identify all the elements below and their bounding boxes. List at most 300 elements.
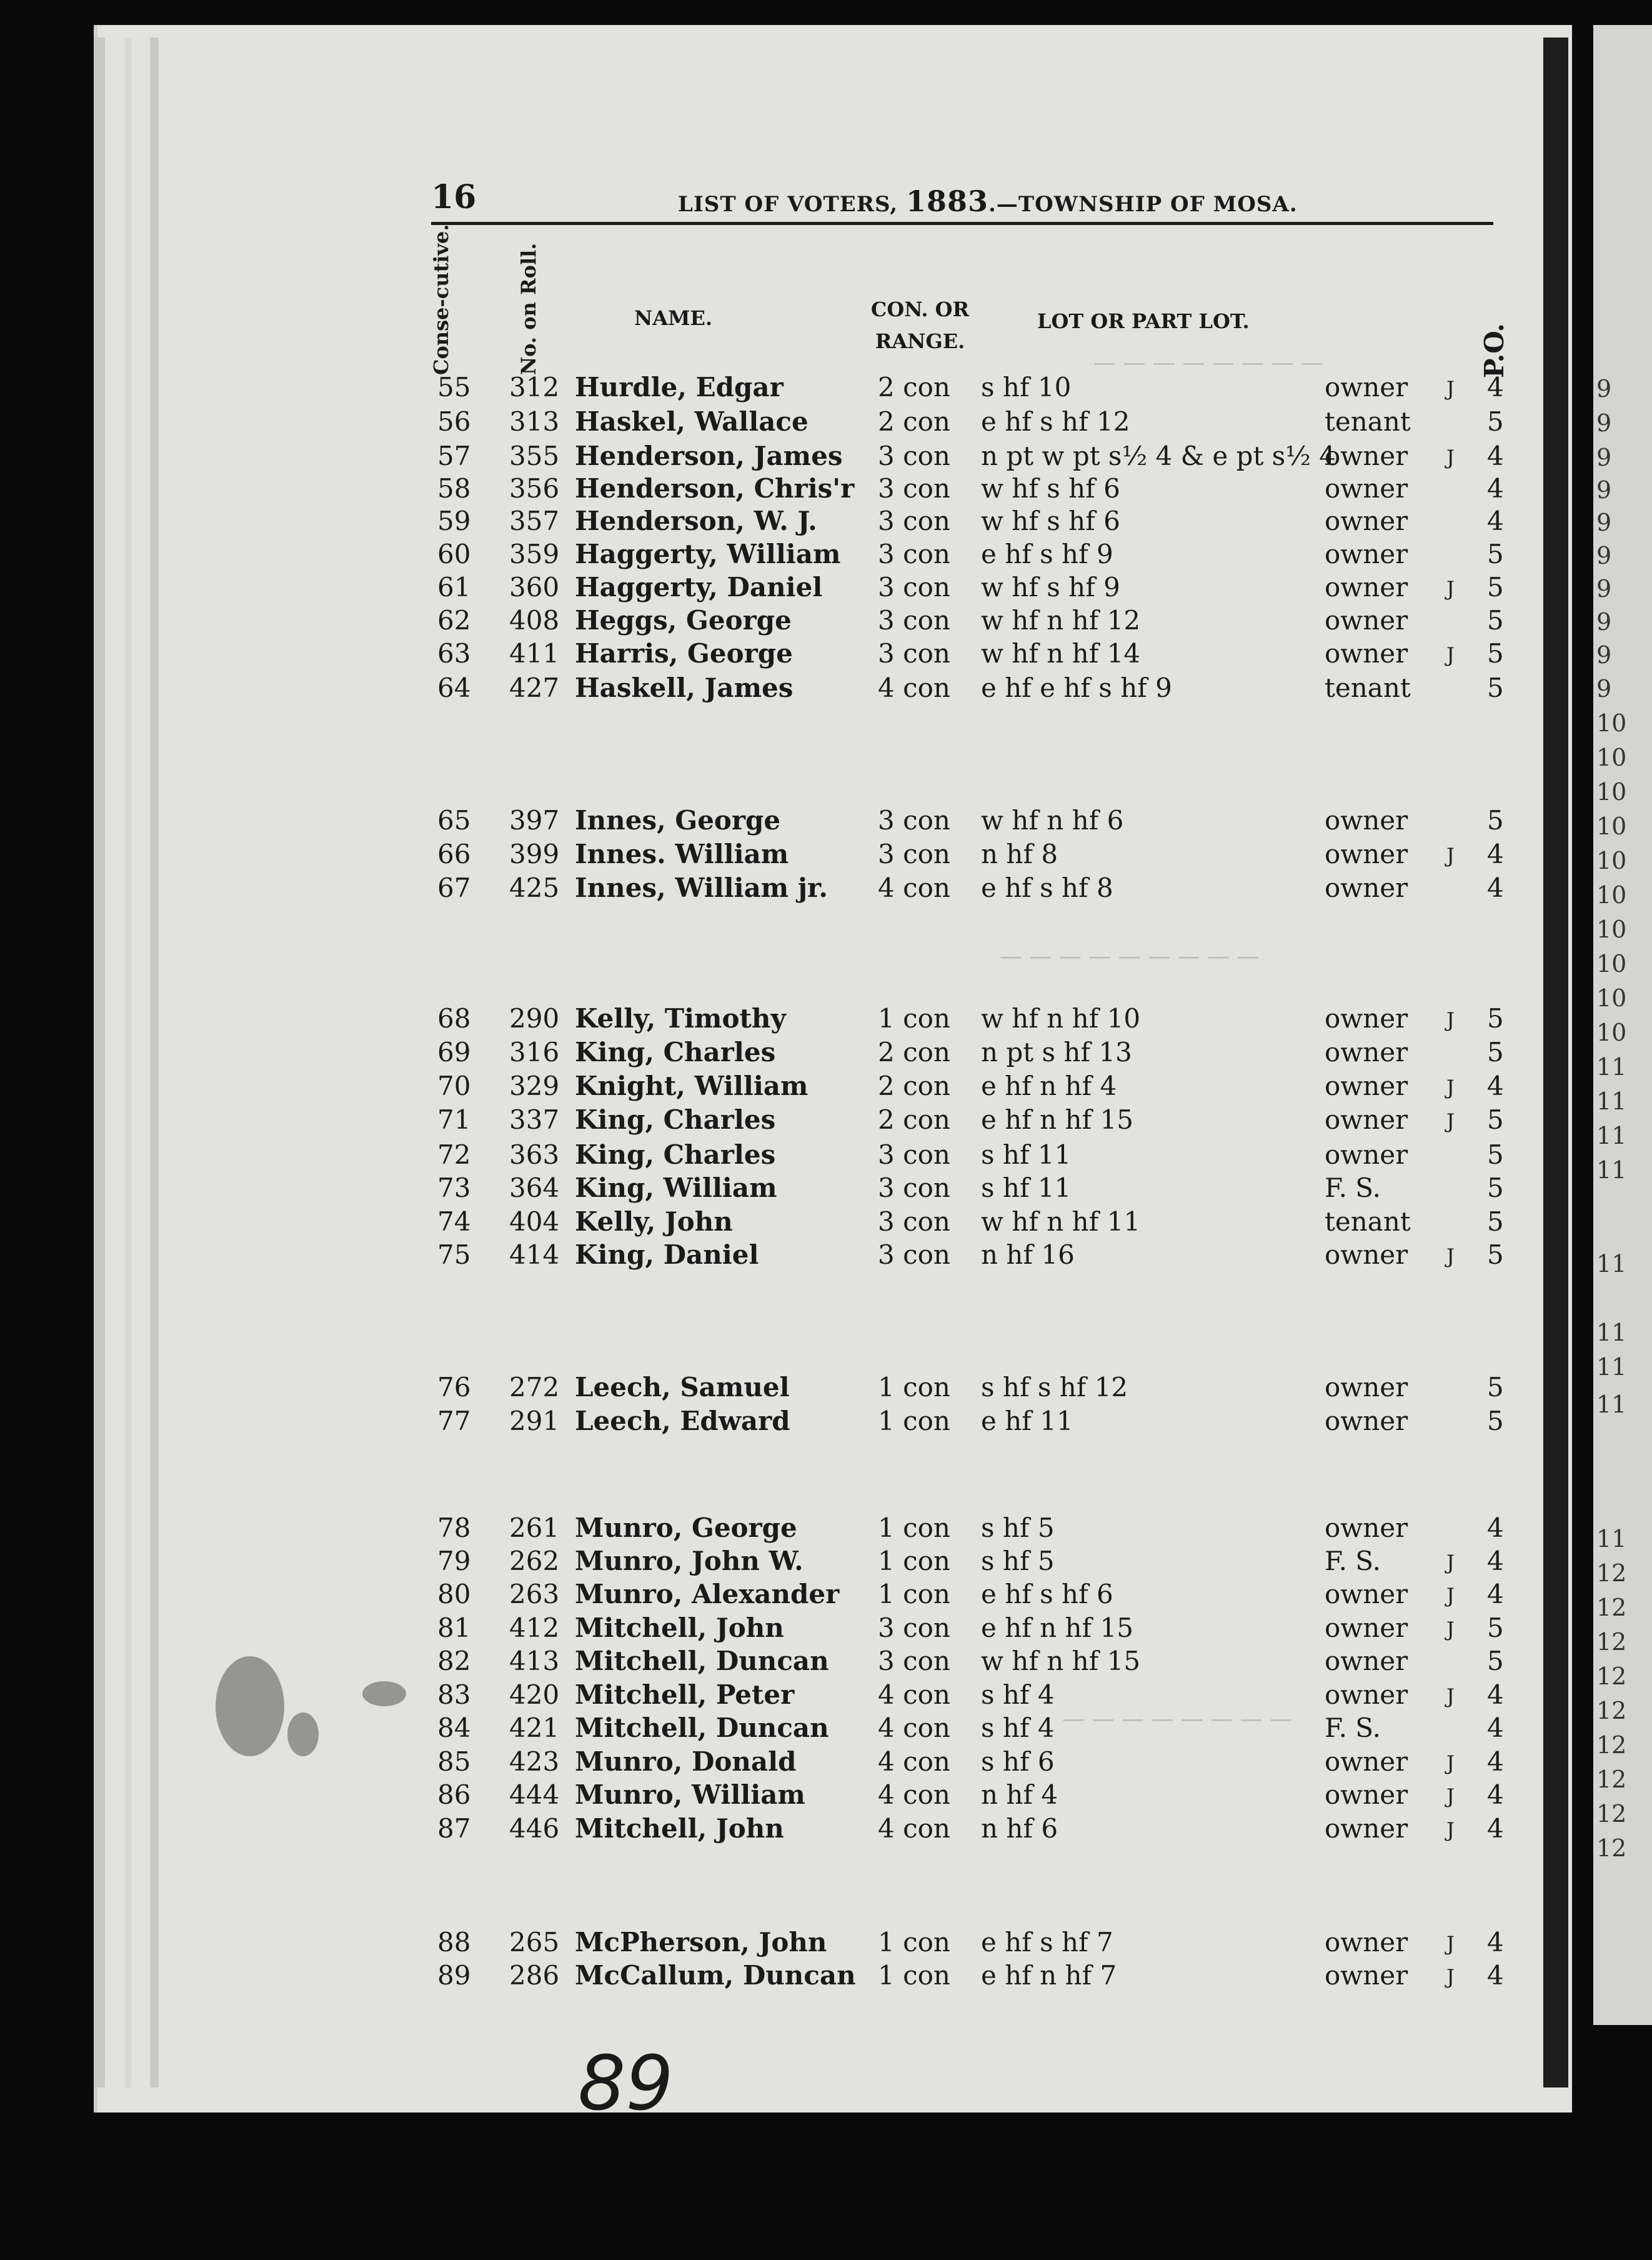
roll-number: 286 (509, 1960, 560, 1991)
voter-name: Heggs, George (575, 605, 792, 636)
consecutive-number: 65 (437, 805, 471, 836)
concession: 4 con (878, 1779, 950, 1810)
roll-number: 316 (509, 1037, 560, 1068)
facing-page-number: 9 (1596, 608, 1612, 636)
handwritten-number: 89 (578, 2041, 674, 2128)
voter-name: Innes, William jr. (575, 872, 828, 903)
concession: 1 con (878, 1372, 950, 1402)
facing-page-number: 11 (1596, 1053, 1627, 1081)
concession: 2 con (878, 1037, 950, 1068)
lot-description: s hf 4 (981, 1679, 1055, 1710)
post-office-number: 4 (1487, 1712, 1504, 1743)
table-row (0, 1546, 1652, 1579)
concession: 3 con (878, 839, 950, 869)
voter-name: King, William (575, 1172, 777, 1203)
header-roll: No. on Roll. (517, 242, 540, 375)
post-office-number: 4 (1487, 1579, 1504, 1609)
voter-name: Haggerty, Daniel (575, 572, 823, 602)
table-row (0, 1071, 1652, 1104)
facing-page-number: 12 (1596, 1800, 1627, 1828)
concession: 3 con (878, 1139, 950, 1170)
facing-page-number: 10 (1596, 744, 1627, 771)
voter-name: McCallum, Duncan (575, 1960, 856, 1991)
lot-description: s hf 11 (981, 1139, 1072, 1170)
lot-description: n hf 4 (981, 1779, 1058, 1810)
table-row (0, 872, 1652, 906)
voter-name: Knight, William (575, 1071, 809, 1101)
facing-page-number: 10 (1596, 847, 1627, 874)
concession: 3 con (878, 1206, 950, 1237)
post-office-number: 5 (1487, 1172, 1504, 1203)
page-number: 16 (431, 178, 477, 216)
lot-description: w hf s hf 6 (981, 473, 1120, 504)
voter-name: Haggerty, William (575, 539, 841, 569)
concession: 1 con (878, 1406, 950, 1436)
roll-number: 272 (509, 1372, 560, 1402)
ink-smudge (362, 1681, 406, 1706)
roll-number: 263 (509, 1579, 560, 1609)
facing-page-number: 12 (1596, 1731, 1627, 1759)
post-office-number: 5 (1487, 539, 1504, 569)
facing-page-number: 9 (1596, 575, 1612, 602)
juror-mark: J (1446, 1618, 1455, 1641)
voter-name: Henderson, W. J. (575, 506, 817, 536)
table-row (0, 1779, 1652, 1813)
lot-description: s hf s hf 12 (981, 1372, 1128, 1402)
consecutive-number: 60 (437, 539, 471, 569)
post-office-number: 5 (1487, 1406, 1504, 1436)
juror-mark: J (1446, 577, 1455, 601)
table-row (0, 372, 1652, 406)
table-row (0, 1406, 1652, 1439)
qualification: owner (1325, 1746, 1408, 1777)
post-office-number: 5 (1487, 638, 1504, 669)
roll-number: 420 (509, 1679, 560, 1710)
consecutive-number: 85 (437, 1746, 471, 1777)
qualification: owner (1325, 1372, 1408, 1402)
table-row (0, 1003, 1652, 1037)
lot-description: w hf s hf 6 (981, 506, 1120, 536)
roll-number: 427 (509, 672, 560, 703)
facing-page-number: 12 (1596, 1559, 1627, 1587)
facing-page-number: 12 (1596, 1662, 1627, 1690)
lot-description: e hf s hf 12 (981, 406, 1130, 437)
qualification: owner (1325, 1139, 1408, 1170)
juror-mark: J (1446, 1684, 1455, 1708)
roll-number: 363 (509, 1139, 560, 1170)
consecutive-number: 62 (437, 605, 471, 636)
juror-mark: J (1446, 1109, 1455, 1133)
juror-mark: J (1446, 1818, 1455, 1842)
facing-page-number: 9 (1596, 509, 1612, 536)
juror-mark: J (1446, 1751, 1455, 1775)
voter-name: McPherson, John (575, 1927, 827, 1958)
post-office-number: 5 (1487, 1646, 1504, 1676)
table-row (0, 1579, 1652, 1612)
post-office-number: 4 (1487, 1960, 1504, 1991)
qualification: owner (1325, 1779, 1408, 1810)
consecutive-number: 74 (437, 1206, 471, 1237)
consecutive-number: 81 (437, 1612, 471, 1643)
lot-description: e hf s hf 9 (981, 539, 1113, 569)
bleed-through: — — — — — — — — — (1000, 944, 1260, 969)
facing-page-number: 10 (1596, 709, 1627, 737)
concession: 4 con (878, 1813, 950, 1844)
qualification: owner (1325, 1612, 1408, 1643)
facing-page-number: 9 (1596, 542, 1612, 569)
lot-description: s hf 4 (981, 1712, 1055, 1743)
consecutive-number: 56 (437, 406, 471, 437)
consecutive-number: 70 (437, 1071, 471, 1101)
consecutive-number: 86 (437, 1779, 471, 1810)
qualification: tenant (1325, 1206, 1411, 1237)
consecutive-number: 68 (437, 1003, 471, 1034)
lot-description: e hf s hf 7 (981, 1927, 1113, 1958)
concession: 3 con (878, 805, 950, 836)
consecutive-number: 82 (437, 1646, 471, 1676)
concession: 2 con (878, 406, 950, 437)
lot-description: s hf 5 (981, 1512, 1055, 1543)
consecutive-number: 71 (437, 1104, 471, 1135)
page-title (678, 184, 1298, 218)
voter-name: King, Daniel (575, 1239, 759, 1270)
table-row (0, 1206, 1652, 1240)
facing-page-number: 10 (1596, 778, 1627, 806)
concession: 2 con (878, 1104, 950, 1135)
lot-description: e hf n hf 4 (981, 1071, 1117, 1101)
juror-mark: J (1446, 1965, 1455, 1989)
roll-number: 421 (509, 1712, 560, 1743)
table-row (0, 1612, 1652, 1646)
consecutive-number: 67 (437, 872, 471, 903)
voter-name: Kelly, Timothy (575, 1003, 786, 1034)
concession: 1 con (878, 1003, 950, 1034)
qualification: owner (1325, 1646, 1408, 1676)
roll-number: 290 (509, 1003, 560, 1034)
lot-description: w hf n hf 11 (981, 1206, 1141, 1237)
facing-page-number: 12 (1596, 1628, 1627, 1656)
lot-description: s hf 5 (981, 1546, 1055, 1576)
table-row (0, 1104, 1652, 1138)
table-row (0, 1512, 1652, 1546)
post-office-number: 4 (1487, 372, 1504, 402)
roll-number: 404 (509, 1206, 560, 1237)
voter-name: Hurdle, Edgar (575, 372, 784, 402)
roll-number: 265 (509, 1927, 560, 1958)
facing-page-number: 11 (1596, 1353, 1627, 1381)
qualification: owner (1325, 1813, 1408, 1844)
table-row (0, 638, 1652, 672)
roll-number: 291 (509, 1406, 560, 1436)
qualification: tenant (1325, 406, 1411, 437)
qualification: F. S. (1325, 1546, 1381, 1576)
consecutive-number: 61 (437, 572, 471, 602)
voter-name: Leech, Samuel (575, 1372, 790, 1402)
table-row (0, 441, 1652, 474)
facing-page-number: 12 (1596, 1697, 1627, 1724)
qualification: owner (1325, 506, 1408, 536)
juror-mark: J (1446, 1932, 1455, 1956)
consecutive-number: 78 (437, 1512, 471, 1543)
header-name: NAME. (634, 306, 713, 330)
post-office-number: 4 (1487, 1779, 1504, 1810)
consecutive-number: 89 (437, 1960, 471, 1991)
table-row (0, 406, 1652, 440)
concession: 3 con (878, 506, 950, 536)
roll-number: 446 (509, 1813, 560, 1844)
header-po: P.O. (1479, 323, 1510, 378)
lot-description: n pt s hf 13 (981, 1037, 1132, 1068)
post-office-number: 5 (1487, 1139, 1504, 1170)
concession: 4 con (878, 1679, 950, 1710)
voter-name: Leech, Edward (575, 1406, 790, 1436)
consecutive-number: 72 (437, 1139, 471, 1170)
lot-description: e hf s hf 6 (981, 1579, 1113, 1609)
table-row (0, 1239, 1652, 1273)
qualification: owner (1325, 1071, 1408, 1101)
facing-page-number: 9 (1596, 444, 1612, 471)
voter-name: Mitchell, Duncan (575, 1712, 829, 1743)
facing-page-number: 9 (1596, 675, 1612, 702)
roll-number: 356 (509, 473, 560, 504)
voter-name: Munro, George (575, 1512, 797, 1543)
lot-description: w hf n hf 15 (981, 1646, 1141, 1676)
roll-number: 425 (509, 872, 560, 903)
qualification: owner (1325, 1406, 1408, 1436)
consecutive-number: 79 (437, 1546, 471, 1576)
lot-description: w hf n hf 6 (981, 805, 1124, 836)
consecutive-number: 64 (437, 672, 471, 703)
qualification: owner (1325, 372, 1408, 402)
table-row (0, 1960, 1652, 1994)
post-office-number: 5 (1487, 605, 1504, 636)
consecutive-number: 80 (437, 1579, 471, 1609)
facing-page-number: 11 (1596, 1122, 1627, 1149)
qualification: F. S. (1325, 1712, 1381, 1743)
post-office-number: 4 (1487, 839, 1504, 869)
voter-name: Henderson, James (575, 441, 843, 471)
concession: 1 con (878, 1546, 950, 1576)
concession: 3 con (878, 572, 950, 602)
facing-page-number: 12 (1596, 1766, 1627, 1793)
table-row (0, 473, 1652, 507)
header-con-range: CON. OR RANGE. (870, 298, 970, 354)
voter-name: Haskel, Wallace (575, 406, 809, 437)
roll-number: 312 (509, 372, 560, 402)
lot-description: s hf 11 (981, 1172, 1072, 1203)
post-office-number: 5 (1487, 672, 1504, 703)
concession: 3 con (878, 1612, 950, 1643)
post-office-number: 5 (1487, 1037, 1504, 1068)
post-office-number: 4 (1487, 1512, 1504, 1543)
table-row (0, 605, 1652, 639)
consecutive-number: 63 (437, 638, 471, 669)
facing-page-number: 12 (1596, 1834, 1627, 1862)
table-row (0, 506, 1652, 539)
concession: 1 con (878, 1927, 950, 1958)
table-row (0, 672, 1652, 706)
post-office-number: 4 (1487, 1546, 1504, 1576)
facing-page-number: 9 (1596, 476, 1612, 504)
concession: 3 con (878, 638, 950, 669)
concession: 4 con (878, 872, 950, 903)
voter-name: Haskell, James (575, 672, 794, 703)
table-row (0, 1927, 1652, 1961)
voter-name: Munro, Donald (575, 1746, 797, 1777)
lot-description: n hf 16 (981, 1239, 1075, 1270)
concession: 3 con (878, 1646, 950, 1676)
facing-page-number: 10 (1596, 881, 1627, 909)
qualification: owner (1325, 638, 1408, 669)
consecutive-number: 69 (437, 1037, 471, 1068)
facing-page-number: 9 (1596, 375, 1612, 402)
qualification: owner (1325, 1927, 1408, 1958)
consecutive-number: 66 (437, 839, 471, 869)
post-office-number: 4 (1487, 1927, 1504, 1958)
post-office-number: 4 (1487, 1813, 1504, 1844)
consecutive-number: 87 (437, 1813, 471, 1844)
page-header (431, 178, 1493, 225)
table-row (0, 1037, 1652, 1071)
facing-page-number: 9 (1596, 641, 1612, 669)
ink-smudge (287, 1712, 319, 1756)
facing-page-number: 11 (1596, 1088, 1627, 1115)
concession: 3 con (878, 473, 950, 504)
juror-mark: J (1446, 844, 1455, 868)
qualification: owner (1325, 805, 1408, 836)
consecutive-number: 59 (437, 506, 471, 536)
facing-page-number: 11 (1596, 1250, 1627, 1278)
post-office-number: 4 (1487, 872, 1504, 903)
post-office-number: 5 (1487, 1206, 1504, 1237)
juror-mark: J (1446, 1008, 1455, 1032)
roll-number: 313 (509, 406, 560, 437)
consecutive-number: 88 (437, 1927, 471, 1958)
qualification: owner (1325, 1003, 1408, 1034)
header-lot: LOT OR PART LOT. (1037, 309, 1250, 333)
post-office-number: 5 (1487, 1003, 1504, 1034)
voter-name: Henderson, Chris'r (575, 473, 855, 504)
concession: 4 con (878, 1712, 950, 1743)
lot-description: w hf n hf 14 (981, 638, 1141, 669)
lot-description: s hf 10 (981, 372, 1072, 402)
lot-description: n hf 8 (981, 839, 1058, 869)
table-row (0, 839, 1652, 872)
consecutive-number: 77 (437, 1406, 471, 1436)
title-year: 1883 (906, 184, 989, 218)
facing-page-number: 12 (1596, 1594, 1627, 1621)
concession: 1 con (878, 1579, 950, 1609)
roll-number: 357 (509, 506, 560, 536)
facing-page-number: 10 (1596, 984, 1627, 1012)
lot-description: n hf 6 (981, 1813, 1058, 1844)
qualification: owner (1325, 839, 1408, 869)
voter-name: Munro, John W. (575, 1546, 804, 1576)
voter-name: Munro, William (575, 1779, 805, 1810)
juror-mark: J (1446, 1244, 1455, 1268)
lot-description: s hf 6 (981, 1746, 1055, 1777)
qualification: F. S. (1325, 1172, 1381, 1203)
concession: 3 con (878, 1172, 950, 1203)
lot-description: e hf e hf s hf 9 (981, 672, 1172, 703)
post-office-number: 4 (1487, 1746, 1504, 1777)
roll-number: 359 (509, 539, 560, 569)
consecutive-number: 83 (437, 1679, 471, 1710)
post-office-number: 4 (1487, 473, 1504, 504)
voter-name: King, Charles (575, 1104, 776, 1135)
qualification: owner (1325, 605, 1408, 636)
lot-description: e hf n hf 15 (981, 1104, 1133, 1135)
header-consecutive: Conse-cutive. (429, 224, 453, 375)
concession: 2 con (878, 372, 950, 402)
lot-description: w hf s hf 9 (981, 572, 1120, 602)
roll-number: 399 (509, 839, 560, 869)
post-office-number: 5 (1487, 572, 1504, 602)
juror-mark: J (1446, 446, 1455, 469)
lot-description: n pt w pt s½ 4 & e pt s½ 4 (981, 441, 1336, 471)
qualification: owner (1325, 473, 1408, 504)
juror-mark: J (1446, 1584, 1455, 1608)
voter-name: Mitchell, John (575, 1612, 784, 1643)
concession: 3 con (878, 605, 950, 636)
roll-number: 329 (509, 1071, 560, 1101)
consecutive-number: 57 (437, 441, 471, 471)
lot-description: e hf s hf 8 (981, 872, 1113, 903)
facing-page-number: 11 (1596, 1319, 1627, 1346)
lot-description: w hf n hf 12 (981, 605, 1141, 636)
voter-name: Kelly, John (575, 1206, 733, 1237)
table-row (0, 1172, 1652, 1206)
facing-page-number: 10 (1596, 916, 1627, 943)
qualification: owner (1325, 1960, 1408, 1991)
lot-description: w hf n hf 10 (981, 1003, 1141, 1034)
voter-name: Innes, George (575, 805, 781, 836)
voter-name: Mitchell, Peter (575, 1679, 795, 1710)
consecutive-number: 84 (437, 1712, 471, 1743)
concession: 4 con (878, 1746, 950, 1777)
roll-number: 261 (509, 1512, 560, 1543)
post-office-number: 5 (1487, 406, 1504, 437)
roll-number: 413 (509, 1646, 560, 1676)
concession: 4 con (878, 672, 950, 703)
facing-page-number: 10 (1596, 1019, 1627, 1046)
roll-number: 444 (509, 1779, 560, 1810)
post-office-number: 5 (1487, 1239, 1504, 1270)
qualification: owner (1325, 1512, 1408, 1543)
lot-description: e hf n hf 7 (981, 1960, 1117, 1991)
qualification: owner (1325, 872, 1408, 903)
juror-mark: J (1446, 377, 1455, 401)
roll-number: 360 (509, 572, 560, 602)
concession: 2 con (878, 1071, 950, 1101)
lot-description: e hf n hf 15 (981, 1612, 1133, 1643)
juror-mark: J (1446, 1551, 1455, 1574)
roll-number: 397 (509, 805, 560, 836)
post-office-number: 5 (1487, 805, 1504, 836)
table-row (0, 1813, 1652, 1847)
roll-number: 262 (509, 1546, 560, 1576)
roll-number: 411 (509, 638, 560, 669)
voter-name: King, Charles (575, 1037, 776, 1068)
concession: 3 con (878, 539, 950, 569)
consecutive-number: 75 (437, 1239, 471, 1270)
table-row (0, 539, 1652, 572)
post-office-number: 5 (1487, 1104, 1504, 1135)
voter-name: Mitchell, John (575, 1813, 784, 1844)
facing-page-number: 11 (1596, 1391, 1627, 1418)
qualification: owner (1325, 539, 1408, 569)
juror-mark: J (1446, 1784, 1455, 1808)
